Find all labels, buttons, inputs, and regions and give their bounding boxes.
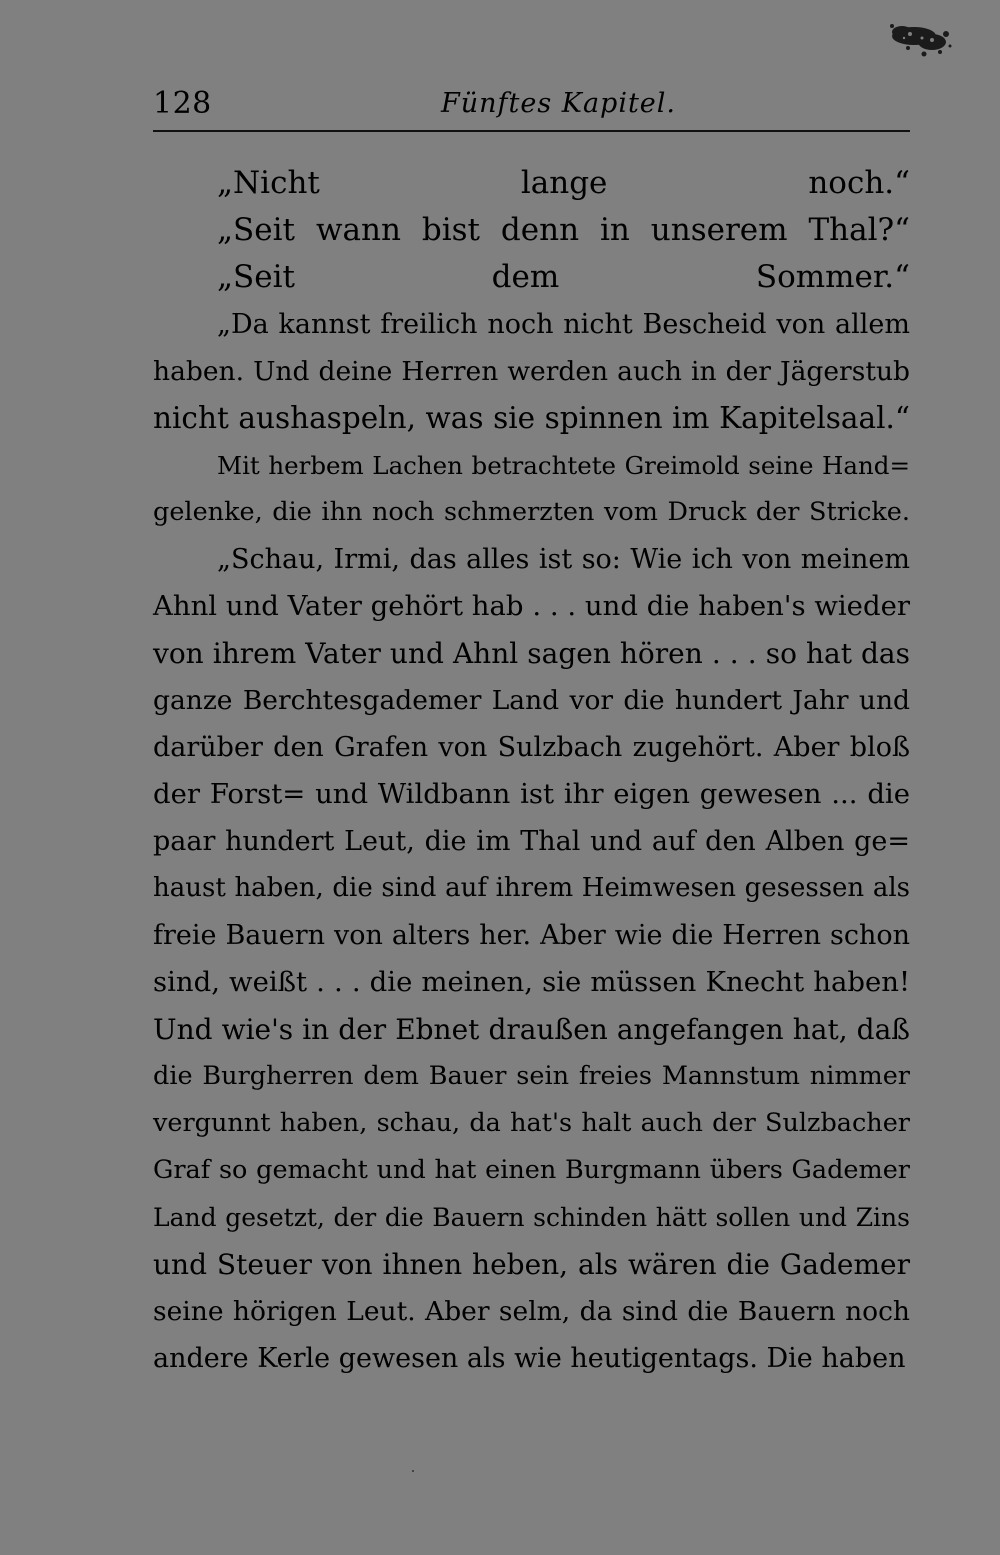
text-line: nicht aushaspeln, was sie spinnen im Kapitelsaal.“ [153, 401, 910, 435]
text-line: ganze Berchtesgademer Land vor die hundert Jahr und [153, 685, 910, 716]
text-line: haust haben, die sind auf ihrem Heimwesen gesessen als [153, 873, 910, 903]
ink-stain-mark [884, 18, 956, 62]
text-line: Graf so gemacht und hat einen Burgmann übers Gademer [153, 1155, 910, 1185]
text-line: paar hundert Leut, die im Thal und auf den Alben ge= [153, 826, 910, 857]
text-line: „Nicht lange noch.“ [217, 165, 910, 201]
text-line: Land gesetzt, der die Bauern schinden hätt sollen und Zins [153, 1203, 910, 1232]
text-line: der Forst= und Wildbann ist ihr eigen gewesen ... die [153, 778, 910, 810]
text-line: seine hörigen Leut. Aber selm, da sind die Bauern noch [153, 1296, 910, 1327]
text-line: Ahnl und Vater gehört hab . . . und die haben's wieder [153, 590, 910, 622]
text-line: Und wie's in der Ebnet draußen angefangen hat, daß [153, 1013, 910, 1046]
text-line: gelenke, die ihn noch schmerzten vom Druck der Stricke. [153, 497, 910, 527]
page-header [153, 83, 910, 125]
text-line: „Schau, Irmi, das alles ist so: Wie ich von meinem [217, 544, 910, 575]
text-line: haben. Und deine Herren werden auch in der Jägerstub [153, 356, 910, 387]
text-line: und Steuer von ihnen heben, als wären die Gademer [153, 1248, 910, 1281]
text-line: andere Kerle gewesen als wie heutigentags. Die haben [153, 1343, 906, 1374]
paper-speck [412, 1470, 414, 1472]
body-text [153, 160, 910, 1382]
page-number: 128 [153, 86, 212, 121]
text-line: „Da kannst freilich noch nicht Bescheid von allem [217, 309, 910, 340]
text-line: „Seit dem Sommer.“ [217, 259, 910, 295]
header-rule [153, 130, 910, 132]
text-line: von ihrem Vater und Ahnl sagen hören . . . so hat das [153, 637, 910, 670]
text-line: sind, weißt . . . die meinen, sie müssen Knecht haben! [153, 966, 910, 998]
text-line: Mit herbem Lachen betrachtete Greimold seine Hand= [217, 451, 910, 480]
text-line: die Burgherren dem Bauer sein freies Mannstum nimmer [153, 1061, 910, 1091]
text-line: vergunnt haben, schau, da hat's halt auch der Sulzbacher [153, 1108, 910, 1138]
text-line: darüber den Grafen von Sulzbach zugehört. Aber bloß [153, 732, 910, 763]
running-head-title: Fünftes Kapitel. [441, 88, 677, 119]
text-line: freie Bauern von alters her. Aber wie die Herren schon [153, 920, 910, 951]
text-line: „Seit wann bist denn in unserem Thal?“ [217, 212, 910, 248]
